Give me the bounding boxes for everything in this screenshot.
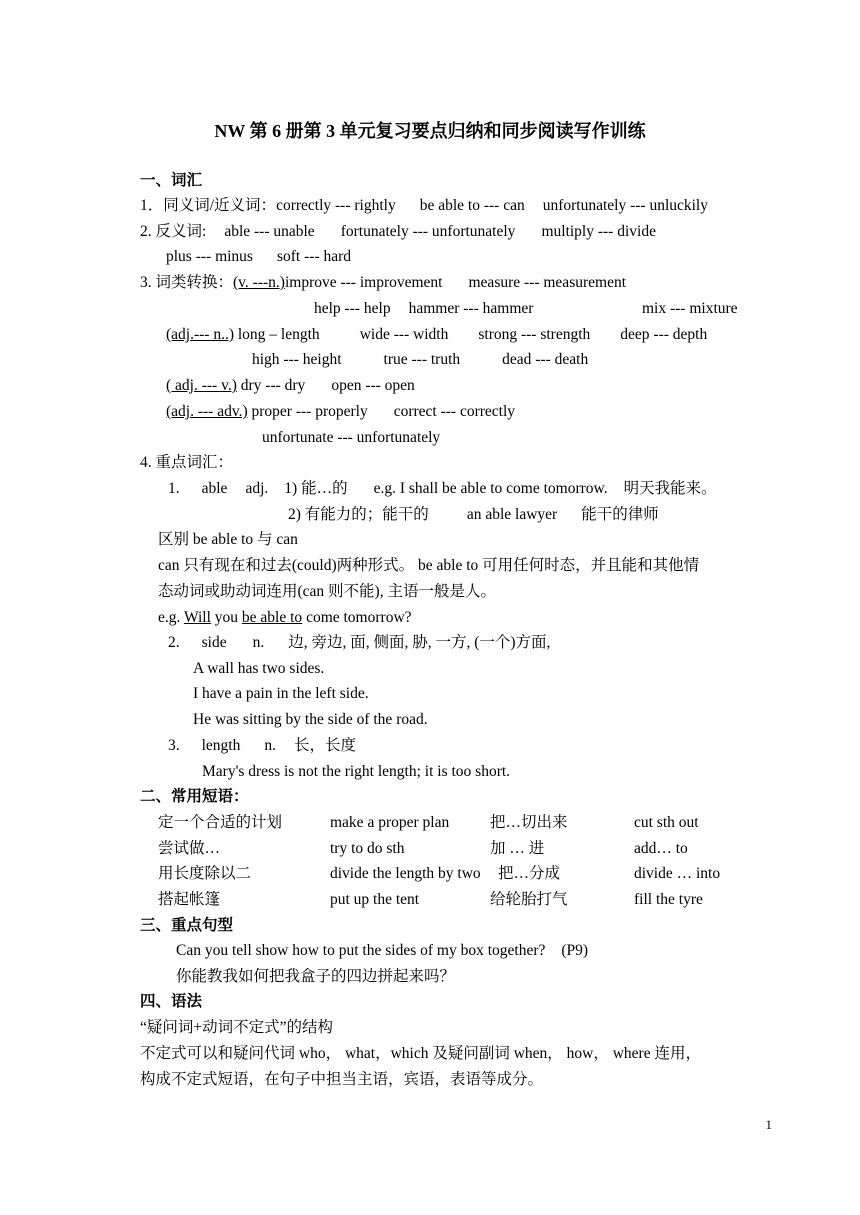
conversion-line-3 — [166, 325, 707, 345]
entry-number: 3. — [168, 737, 180, 754]
meaning: 长，长度 — [294, 737, 357, 754]
conversion-type-adj-adv: (adj. --- adv.) — [166, 403, 248, 420]
synonyms-label: 1．同义词/近义词： — [140, 197, 277, 214]
phrase-cn: 用长度除以二 — [158, 865, 252, 882]
usage-example — [158, 608, 412, 628]
antonym-pair: plus --- minus — [166, 248, 253, 265]
vocab-entry-side — [168, 633, 550, 653]
phrase-en: put up the tent — [330, 891, 420, 908]
conversion-pair: measure --- measurement — [468, 274, 627, 291]
conversion-pair: true --- truth — [383, 351, 461, 368]
entry-word: able — [201, 480, 228, 497]
entry-pos: adj. — [245, 480, 269, 497]
conversion-pair: mix --- mixture — [642, 300, 738, 317]
conversion-pair: unfortunate --- unfortunately — [262, 429, 441, 446]
entry-pos: n. — [252, 634, 265, 651]
conversion-pair: strong --- strength — [478, 326, 591, 343]
conversion-line-5 — [166, 376, 415, 396]
meaning-number: 2) — [288, 506, 301, 523]
example-prefix: e.g. — [158, 609, 184, 626]
phrase-cn: 尝试做… — [158, 840, 221, 857]
synonym-pair: correctly --- rightly — [276, 197, 396, 214]
translation: 能干的律师 — [581, 506, 659, 523]
vocab-entry-able — [168, 479, 717, 499]
conversion-line-4 — [252, 350, 588, 370]
meaning-number: 1) — [284, 480, 298, 497]
antonyms-line-2 — [166, 247, 351, 267]
conversion-type-adj-n: (adj.--- n..) — [166, 326, 234, 343]
conversion-pair: open --- open — [331, 377, 415, 394]
phrase-en: add… to — [634, 840, 688, 857]
antonym-pair: able --- unable — [224, 223, 315, 240]
side-example-1: A wall has two sides. — [193, 660, 325, 677]
length-example: Mary's dress is not the right length; it is too short. — [202, 763, 511, 780]
section-heading-grammar: 四、语法 — [140, 993, 203, 1010]
example-text: come tomorrow? — [302, 609, 412, 626]
meaning: 能…的 — [301, 480, 348, 497]
key-sentence-en — [176, 941, 588, 961]
conversion-pair: improve --- improvement — [284, 274, 443, 291]
conversion-pair: help --- help — [314, 300, 391, 317]
key-vocab-label: 4. 重点词汇： — [140, 454, 234, 471]
phrase-cn: 加 … 进 — [490, 840, 545, 857]
example: e.g. I shall be able to come tomorrow. — [373, 480, 608, 497]
phrase-cn: 搭起帐篷 — [158, 891, 221, 908]
conversion-pair: long – length — [237, 326, 320, 343]
conversion-pair: wide --- width — [359, 326, 449, 343]
conversion-pair: dead --- death — [502, 351, 589, 368]
difference-note: 区别 be able to 与 can — [158, 531, 298, 548]
conversion-line-1 — [140, 273, 626, 293]
phrase-cn: 把…切出来 — [490, 814, 568, 831]
conversion-pair: dry --- dry — [240, 377, 306, 394]
conversion-type-adj-v: ( adj. --- v.) — [166, 377, 237, 394]
conversion-pair: high --- height — [252, 351, 342, 368]
document-title: NW 第 6 册第 3 单元复习要点归纳和同步阅读写作训练 — [214, 121, 646, 141]
entry-number: 1. — [168, 480, 180, 497]
underlined-be-able-to: be able to — [241, 609, 303, 626]
synonym-pair: unfortunately --- unluckily — [542, 197, 708, 214]
conversion-line-2 — [314, 299, 533, 319]
phrase-en: divide the length by two — [330, 865, 481, 882]
phrase-en: cut sth out — [634, 814, 699, 831]
entry-word: side — [201, 634, 227, 651]
phrase-cn: 把…分成 — [498, 865, 561, 882]
phrase-en: divide … into — [634, 865, 721, 882]
example-text: you — [210, 609, 242, 626]
entry-number: 2. — [168, 634, 180, 651]
page-number: 1 — [765, 1117, 772, 1132]
vocab-entry-able-meaning-2 — [288, 505, 659, 525]
conversion-pair: correct --- correctly — [393, 403, 516, 420]
example: an able lawyer — [466, 506, 558, 523]
antonym-pair: soft --- hard — [276, 248, 351, 265]
entry-pos: n. — [264, 737, 276, 754]
conversion-line-6 — [166, 402, 515, 422]
meaning: 边, 旁边, 面, 侧面, 胁, 一方, (一个)方面, — [288, 634, 551, 651]
conversion-type-v-n: (v. ---n.) — [233, 274, 285, 291]
phrase-en: try to do sth — [330, 840, 405, 857]
antonyms-line — [140, 222, 656, 242]
synonym-pair: be able to --- can — [419, 197, 525, 214]
key-sentence-zh: 你能教我如何把我盒子的四边拼起来吗？ — [176, 968, 456, 985]
translation: 明天我能来。 — [623, 480, 717, 497]
vocab-entry-length — [168, 736, 356, 756]
usage-note-line-1: can 只有现在和过去(could)两种形式。 be able to 可用任何时态，并且能和其他情 — [158, 557, 700, 574]
side-example-3: He was sitting by the side of the road. — [193, 711, 428, 728]
phrase-cn: 给轮胎打气 — [490, 891, 568, 908]
page-reference: (P9) — [561, 942, 589, 959]
phrase-en: make a proper plan — [330, 814, 450, 831]
entry-word: length — [201, 737, 241, 754]
synonyms-line — [140, 196, 708, 216]
section-heading-sentences: 三、重点句型 — [140, 917, 234, 934]
conversion-pair: proper --- properly — [251, 403, 368, 420]
sentence-text: Can you tell show how to put the sides of my box together? — [176, 942, 546, 959]
antonym-pair: fortunately --- unfortunately — [340, 223, 516, 240]
underlined-will: Will — [183, 609, 211, 626]
meaning: 有能力的；能干的 — [304, 506, 429, 523]
grammar-text-line-1: 不定式可以和疑问代词 who， what，which 及疑问副词 when， how， where 连用， — [140, 1045, 701, 1062]
usage-note-line-2: 态动词或助动词连用(can 则不能), 主语一般是人。 — [158, 583, 496, 600]
grammar-topic: “疑问词+动词不定式”的结构 — [140, 1019, 334, 1036]
conversion-pair: deep --- depth — [620, 326, 708, 343]
conversion-pair: hammer --- hammer — [408, 300, 534, 317]
side-example-2: I have a pain in the left side. — [193, 685, 369, 702]
grammar-text-line-2: 构成不定式短语，在句子中担当主语，宾语，表语等成分。 — [140, 1071, 544, 1088]
conversion-label: 3. 词类转换： — [140, 274, 234, 291]
phrase-en: fill the tyre — [634, 891, 703, 908]
antonym-pair: multiply --- divide — [541, 223, 656, 240]
section-heading-phrases: 二、常用短语： — [140, 788, 249, 805]
section-heading-vocabulary: 一、词汇 — [140, 172, 203, 189]
antonyms-label: 2. 反义词: — [140, 223, 207, 240]
phrase-cn: 定一个合适的计划 — [158, 814, 283, 831]
